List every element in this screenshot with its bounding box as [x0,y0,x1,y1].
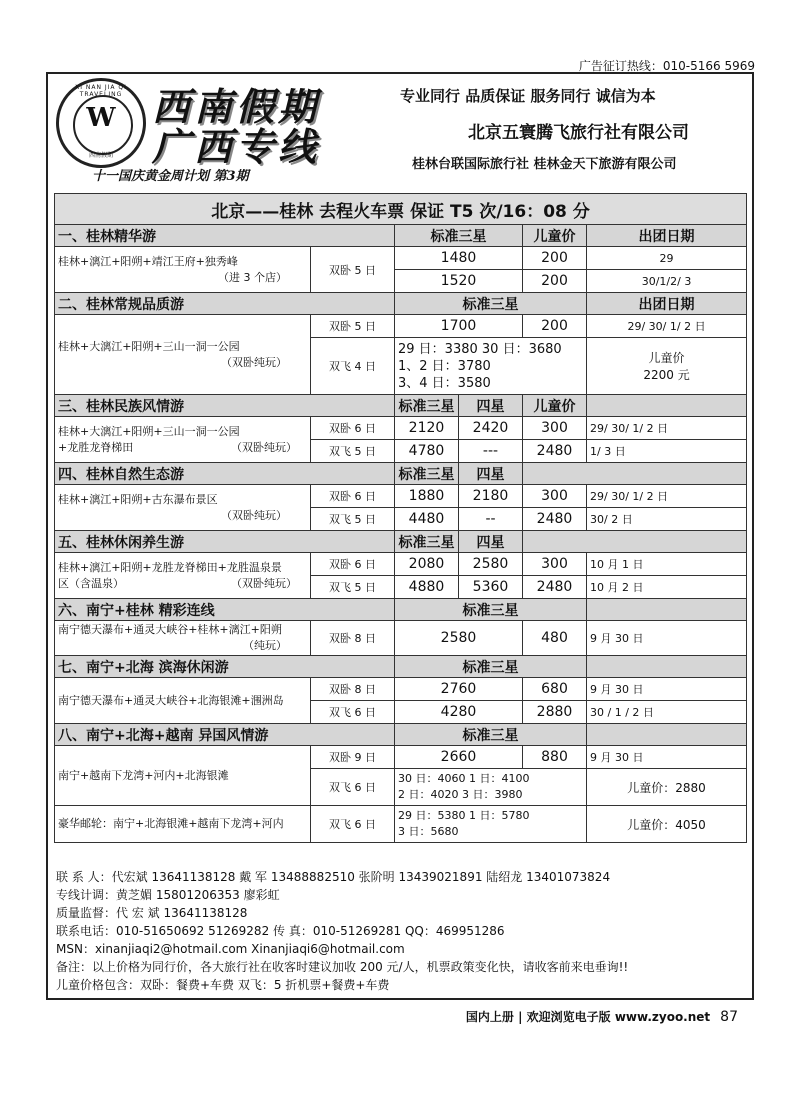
price-cell: 1700 [395,315,523,338]
page-footer [466,1008,738,1025]
brand-line: 广西专线 [152,124,321,169]
price-cell: -- [459,508,523,531]
col-header: 标准三星 [395,225,523,247]
trip-type: 双飞 5 日 [311,440,395,463]
trip-type: 双飞 6 日 [311,769,395,806]
section-header [55,225,747,247]
col-header: 标准三星 [395,724,587,746]
contact-people: 联 系 人：代宏斌 13641138128 戴 军 13488882510 张阶明 13439021891 陆绍龙 13401073824 [56,870,611,884]
section-title: 三、桂林民族风情游 [55,395,395,417]
route-note: （双卧纯玩） [231,440,297,454]
col-header: 四星 [459,531,523,553]
route-note: （双卧纯玩） [231,576,297,590]
section-title: 二、桂林常规品质游 [55,293,395,315]
section-header [55,531,747,553]
blank-header [587,724,747,746]
departure-date: 29 [587,247,747,270]
section-title: 一、桂林精华游 [55,225,395,247]
partner-agencies: 桂林台联国际旅行社 桂林金天下旅游有限公司 [412,157,677,172]
departure-date: 9 月 30 日 [587,621,747,656]
section-title: 八、南宁+北海+越南 异国风情游 [55,724,395,746]
child-price: 480 [523,621,587,656]
trip-type: 双飞 5 日 [311,508,395,531]
logo-arc-text: XI NAN JIA QI TRAVELING [75,84,127,98]
date-price-line: 29 日：3380 30 日：3680 [398,341,562,357]
route-note: （双卧纯玩） [221,355,287,369]
table-row [55,247,747,270]
departure-date: 29/ 30/ 1/ 2 日 [587,315,747,338]
contact-msn: MSN：xinanjiaqi2@hotmail.com Xinanjiaqi6@hotmail.com [56,942,405,956]
trip-type: 双卧 9 日 [311,746,395,769]
col-header: 标准三星 [395,463,459,485]
route-text: 桂林+大漓江+阳朔+三山一洞一公园 [58,339,240,353]
departure-date: 10 月 2 日 [587,576,747,599]
child-price-label: 儿童价 [648,351,685,365]
price-cell: 2580 [395,621,523,656]
route-text [58,576,307,592]
table-row [55,417,747,440]
col-header: 儿童价 [523,395,587,417]
date-price-cell [395,338,587,395]
slogan: 专业同行 品质保证 服务同行 诚信为本 [400,87,656,105]
price-cell: 4780 [395,440,459,463]
route-cell: 豪华邮轮：南宁+北海银滩+越南下龙湾+河内 [55,806,311,843]
route-text: 桂林+大漓江+阳朔+三山一洞一公园 [58,424,240,438]
logo-w-icon: W [86,103,116,133]
departure-date: 29/ 30/ 1/ 2 日 [587,485,747,508]
col-header: 标准三星 [395,395,459,417]
price-cell: 1520 [395,270,523,293]
price-cell: 4880 [395,576,459,599]
price-table [54,193,747,843]
child-price: 200 [523,247,587,270]
departure-date: 9 月 30 日 [587,746,747,769]
route-cell [55,247,311,293]
departure-date: 10 月 1 日 [587,553,747,576]
route-cell [55,485,311,531]
contact-block [56,868,746,994]
blank-header [587,395,747,417]
blank-header [587,656,747,678]
route-cell: 南宁+越南下龙湾+河内+北海银滩 [55,746,311,806]
section-title: 七、南宁+北海 滨海休闲游 [55,656,395,678]
price-cell: 1480 [395,247,523,270]
price-cell: 2080 [395,553,459,576]
contact-planners: 专线计调：黄芝媚 15801206353 廖彩虹 [56,888,280,902]
company-name: 北京五寰腾飞旅行社有限公司 [468,123,689,143]
section-header [55,599,747,621]
route-note: （纯玩） [243,639,287,652]
section-header [55,724,747,746]
col-header: 出团日期 [587,293,747,315]
page-number: 87 [720,1009,738,1025]
route-text: 桂林+漓江+阳朔+龙胜龙脊梯田+龙胜温泉景 [58,560,282,574]
col-header: 儿童价 [523,225,587,247]
departure-date: 9 月 30 日 [587,678,747,701]
trip-type: 双卧 8 日 [311,678,395,701]
trip-type: 双飞 4 日 [311,338,395,395]
price-cell: 1880 [395,485,459,508]
departure-date: 30 / 1 / 2 日 [587,701,747,724]
table-row [55,485,747,508]
table-row [55,746,747,769]
col-header: 标准三星 [395,599,587,621]
route-note: （双卧纯玩） [221,508,287,522]
child-price: 300 [523,553,587,576]
price-cell: 2120 [395,417,459,440]
child-price: 2480 [523,440,587,463]
route-text: 桂林+漓江+阳朔+靖江王府+独秀峰 [58,254,238,268]
brand-name: 西南假期 [152,84,321,129]
route-cell [55,621,311,656]
table-row [55,806,747,843]
price-table-wrap [54,193,746,973]
col-header: 标准三星 [395,531,459,553]
section-title: 六、南宁+桂林 精彩连线 [55,599,395,621]
trip-type: 双卧 6 日 [311,553,395,576]
trip-type: 双卧 8 日 [311,621,395,656]
table-row [55,553,747,576]
train-banner-row [55,194,747,225]
price-cell: 2580 [459,553,523,576]
date-price-line: 3 日：5680 [398,825,459,838]
price-cell: 2760 [395,678,523,701]
section-title: 五、桂林休闲养生游 [55,531,395,553]
date-price-line: 2 日：4020 3 日：3980 [398,788,523,801]
route-text: 桂林+漓江+阳朔+古东瀑布景区 [58,492,218,506]
date-price-line: 29 日：5380 1 日：5780 [398,809,530,822]
child-price: 2480 [523,508,587,531]
col-header: 标准三星 [395,656,587,678]
table-row [55,315,747,338]
section-title: 四、桂林自然生态游 [55,463,395,485]
route-text [58,440,307,456]
child-price-cell [587,338,747,395]
blank-header [587,599,747,621]
price-cell: 2180 [459,485,523,508]
table-row [55,621,747,656]
price-cell: 2420 [459,417,523,440]
child-price: 680 [523,678,587,701]
table-row [55,678,747,701]
trip-type: 双飞 5 日 [311,576,395,599]
child-price: 200 [523,315,587,338]
blank-header [523,463,747,485]
child-price: 2480 [523,576,587,599]
footer-text: 国内上册 | 欢迎浏览电子版 www.zyoo.net [465,1010,711,1024]
issue-subtitle: 十一国庆黄金周计划 第3期 [92,169,249,184]
section-header [55,293,747,315]
price-cell: --- [459,440,523,463]
route-note: （进 3 个店） [218,270,287,284]
col-header: 出团日期 [587,225,747,247]
price-cell: 4480 [395,508,459,531]
route-text: 区（含温泉） [58,576,124,590]
child-price: 200 [523,270,587,293]
price-cell: 2660 [395,746,523,769]
child-price: 儿童价：4050 [587,806,747,843]
date-price-line: 1、2 日：3780 [398,358,491,374]
child-price: 儿童价：2880 [587,769,747,806]
departure-date: 30/1/2/ 3 [587,270,747,293]
child-price: 300 [523,417,587,440]
trip-type: 双卧 5 日 [311,315,395,338]
route-cell [55,553,311,599]
child-price: 880 [523,746,587,769]
contact-phone: 联系电话：010-51650692 51269282 传 真：010-51269281 QQ：469951286 [56,924,505,938]
blank-header [523,531,747,553]
departure-date: 29/ 30/ 1/ 2 日 [587,417,747,440]
col-header: 四星 [459,463,523,485]
price-cell: 4280 [395,701,523,724]
date-price-cell [395,769,587,806]
route-cell: 南宁德天瀑布+通灵大峡谷+北海银滩+涠洲岛 [55,678,311,724]
date-price-cell [395,806,587,843]
date-price-line: 30 日：4060 1 日：4100 [398,772,530,785]
contact-quality: 质量监督：代 宏 斌 13641138128 [56,906,248,920]
price-cell: 5360 [459,576,523,599]
route-text: 南宁德天瀑布+通灵大峡谷+桂林+漓江+阳朔 [58,623,282,636]
train-banner: 北京——桂林 去程火车票 保证 T5 次/16：08 分 [55,194,747,225]
col-header: 四星 [459,395,523,417]
trip-type: 双飞 6 日 [311,806,395,843]
child-price-note: 儿童价格包含：双卧：餐费+车费 双飞：5 折机票+餐费+车费 [56,978,390,992]
trip-type: 双卧 5 日 [311,247,395,293]
child-price: 2880 [523,701,587,724]
remark: 备注：以上价格为同行价，各大旅行社在收客时建议加收 200 元/人，机票政策变化快，请收客前来电垂询!! [56,960,629,974]
child-price-value: 2200 元 [643,368,690,382]
ad-hotline: 广告征订热线：010-5166 5969 [578,59,755,73]
travel-logo [56,78,146,168]
route-cell [55,417,311,463]
route-text: +龙胜龙脊梯田 [58,440,134,454]
logo-bottom-text: 西南假期 [88,152,113,159]
section-header [55,656,747,678]
section-header [55,463,747,485]
departure-date: 1/ 3 日 [587,440,747,463]
trip-type: 双飞 6 日 [311,701,395,724]
trip-type: 双卧 6 日 [311,485,395,508]
date-price-line: 3、4 日：3580 [398,375,491,391]
child-price: 300 [523,485,587,508]
col-header: 标准三星 [395,293,587,315]
trip-type: 双卧 6 日 [311,417,395,440]
section-header [55,395,747,417]
route-cell [55,315,311,395]
departure-date: 30/ 2 日 [587,508,747,531]
